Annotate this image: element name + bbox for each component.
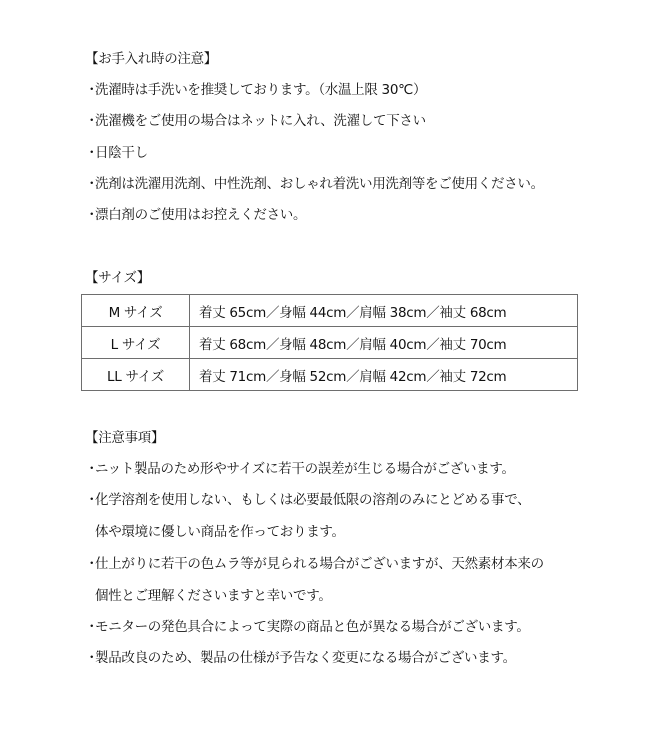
notes-item-2	[85, 491, 530, 509]
bullet-icon: ・	[85, 145, 99, 161]
notes-item-1	[85, 460, 515, 478]
notes-heading: 【注意事項】	[85, 430, 165, 446]
care-item-text: 洗濯時は手洗いを推奨しております。（水温上限 30℃）	[95, 82, 427, 98]
size-value-cell: 着丈 71cm／身幅 52cm／肩幅 42cm／袖丈 72cm	[190, 359, 578, 391]
care-item-5	[85, 206, 306, 224]
care-item-2	[85, 112, 426, 130]
size-table	[81, 294, 578, 391]
table-row	[82, 295, 578, 327]
size-name-cell: M サイズ	[82, 295, 190, 327]
notes-item-5	[85, 649, 516, 667]
bullet-icon: ・	[85, 176, 99, 192]
notes-item-text: 製品改良のため、製品の仕様が予告なく変更になる場合がございます。	[95, 650, 516, 666]
care-item-1	[85, 81, 426, 99]
notes-item-4	[85, 618, 530, 636]
bullet-icon: ・	[85, 650, 99, 666]
bullet-icon: ・	[85, 113, 99, 129]
bullet-icon: ・	[85, 82, 99, 98]
notes-item-3-continuation: 個性とご理解くださいますと幸いです。	[95, 588, 332, 604]
notes-item-text: モニターの発色具合によって実際の商品と色が異なる場合がございます。	[95, 619, 530, 635]
notes-item-text: 化学溶剤を使用しない、もしくは必要最低限の溶剤のみにとどめる事で、	[95, 492, 531, 508]
care-item-text: 日陰干し	[95, 145, 148, 161]
size-value-cell: 着丈 68cm／身幅 48cm／肩幅 40cm／袖丈 70cm	[190, 327, 578, 359]
care-item-4	[85, 175, 544, 193]
notes-item-3	[85, 555, 544, 573]
care-heading: 【お手入れ時の注意】	[85, 51, 217, 67]
size-heading: 【サイズ】	[85, 270, 150, 286]
table-row	[82, 359, 578, 391]
care-item-text: 漂白剤のご使用はお控えください。	[95, 207, 307, 223]
care-item-text: 洗剤は洗濯用洗剤、中性洗剤、おしゃれ着洗い用洗剤等をご使用ください。	[95, 176, 544, 192]
size-value-cell: 着丈 65cm／身幅 44cm／肩幅 38cm／袖丈 68cm	[190, 295, 578, 327]
bullet-icon: ・	[85, 492, 99, 508]
care-item-3	[85, 144, 148, 162]
care-item-text: 洗濯機をご使用の場合はネットに入れ、洗濯して下さい	[95, 113, 426, 129]
notes-item-text: 仕上がりに若干の色ムラ等が見られる場合がございますが、天然素材本来の	[95, 556, 544, 572]
bullet-icon: ・	[85, 207, 99, 223]
table-row	[82, 327, 578, 359]
notes-item-text: ニット製品のため形やサイズに若干の誤差が生じる場合がございます。	[95, 461, 515, 477]
size-name-cell: L サイズ	[82, 327, 190, 359]
size-name-cell: LL サイズ	[82, 359, 190, 391]
bullet-icon: ・	[85, 619, 99, 635]
bullet-icon: ・	[85, 556, 99, 572]
bullet-icon: ・	[85, 461, 99, 477]
notes-item-2-continuation: 体や環境に優しい商品を作っております。	[95, 524, 345, 540]
